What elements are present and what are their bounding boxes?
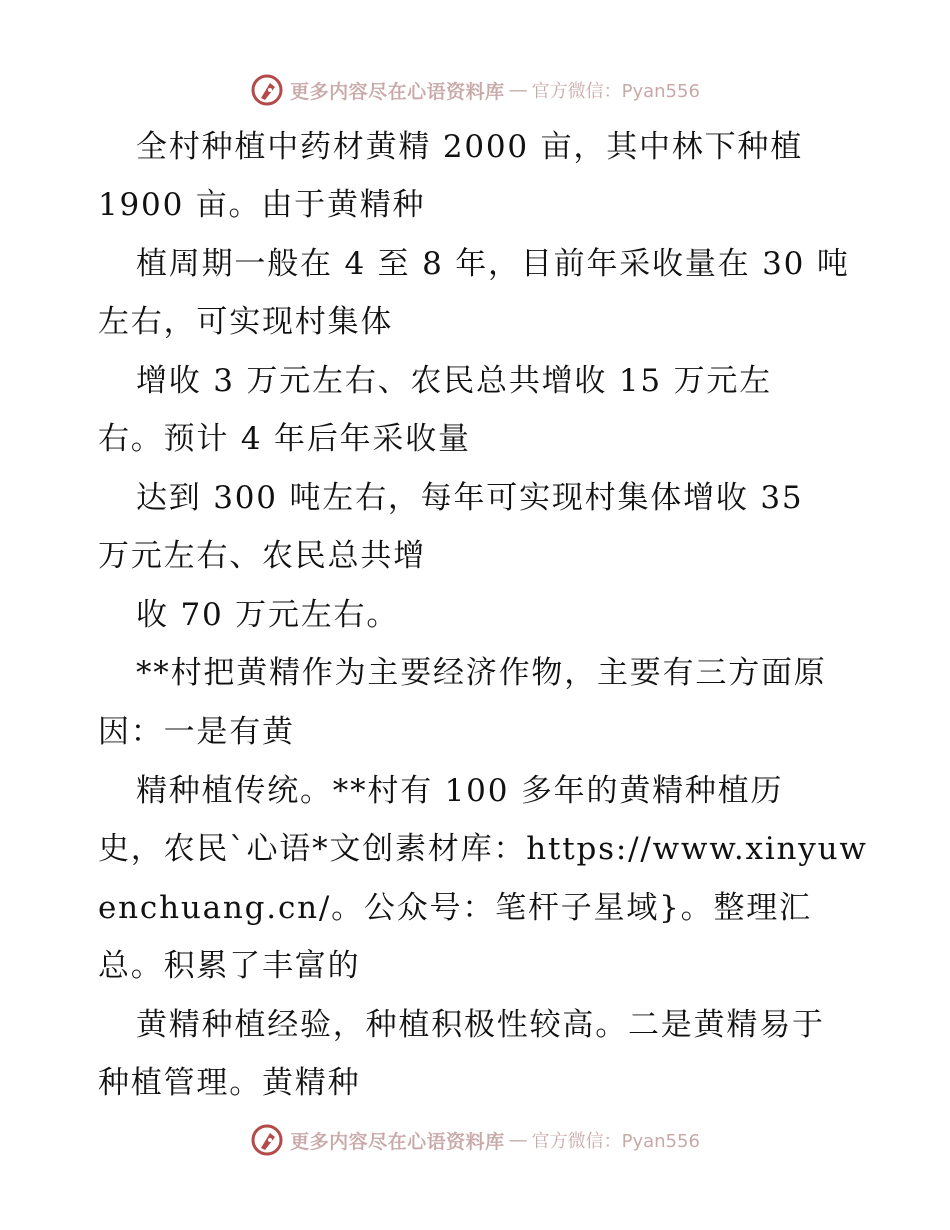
header-banner-wechat: 官方微信：Pyan556 xyxy=(531,81,700,102)
text-line: enchuang.cn/。公众号：笔杆子星域}。整理汇 xyxy=(98,890,812,926)
text-line: 全村种植中药材黄精 2000 亩，其中林下种植 xyxy=(136,129,803,165)
text-line: 万元左右、农民总共增 xyxy=(98,538,426,574)
text-line: 右。预计 4 年后年采收量 xyxy=(98,421,471,457)
text-line: 精种植传统。**村有 100 多年的黄精种植历 xyxy=(136,773,784,809)
header-banner-dash: — xyxy=(508,79,528,101)
text-line: 史，农民`心语*文创素材库：https://www.xinyuw xyxy=(98,831,868,867)
text-line: **村把黄精作为主要经济作物，主要有三方面原 xyxy=(136,655,827,691)
footer-banner-wechat: 官方微信：Pyan556 xyxy=(531,1131,700,1152)
pen-nib-circle-icon xyxy=(250,1123,284,1157)
text-line: 因：一是有黄 xyxy=(98,714,295,750)
header-banner-title: 更多内容尽在心语资料库 xyxy=(290,80,505,103)
text-line: 黄精种植经验，种植积极性较高。二是黄精易于 xyxy=(136,1007,825,1043)
footer-banner-dash: — xyxy=(508,1129,528,1151)
text-line: 总。积累了丰富的 xyxy=(98,948,361,984)
text-line: 左右，可实现村集体 xyxy=(98,304,394,340)
text-line: 种植管理。黄精种 xyxy=(98,1065,361,1101)
text-line: 达到 300 吨左右，每年可实现村集体增收 35 xyxy=(136,480,804,516)
text-line: 1900 亩。由于黄精种 xyxy=(98,187,426,223)
text-line: 增收 3 万元左右、农民总共增收 15 万元左 xyxy=(136,363,772,399)
footer-banner xyxy=(0,1122,950,1158)
footer-banner-title: 更多内容尽在心语资料库 xyxy=(290,1130,505,1153)
text-line: 植周期一般在 4 至 8 年，目前年采收量在 30 吨 xyxy=(136,246,850,282)
text-line: 收 70 万元左右。 xyxy=(136,597,400,633)
